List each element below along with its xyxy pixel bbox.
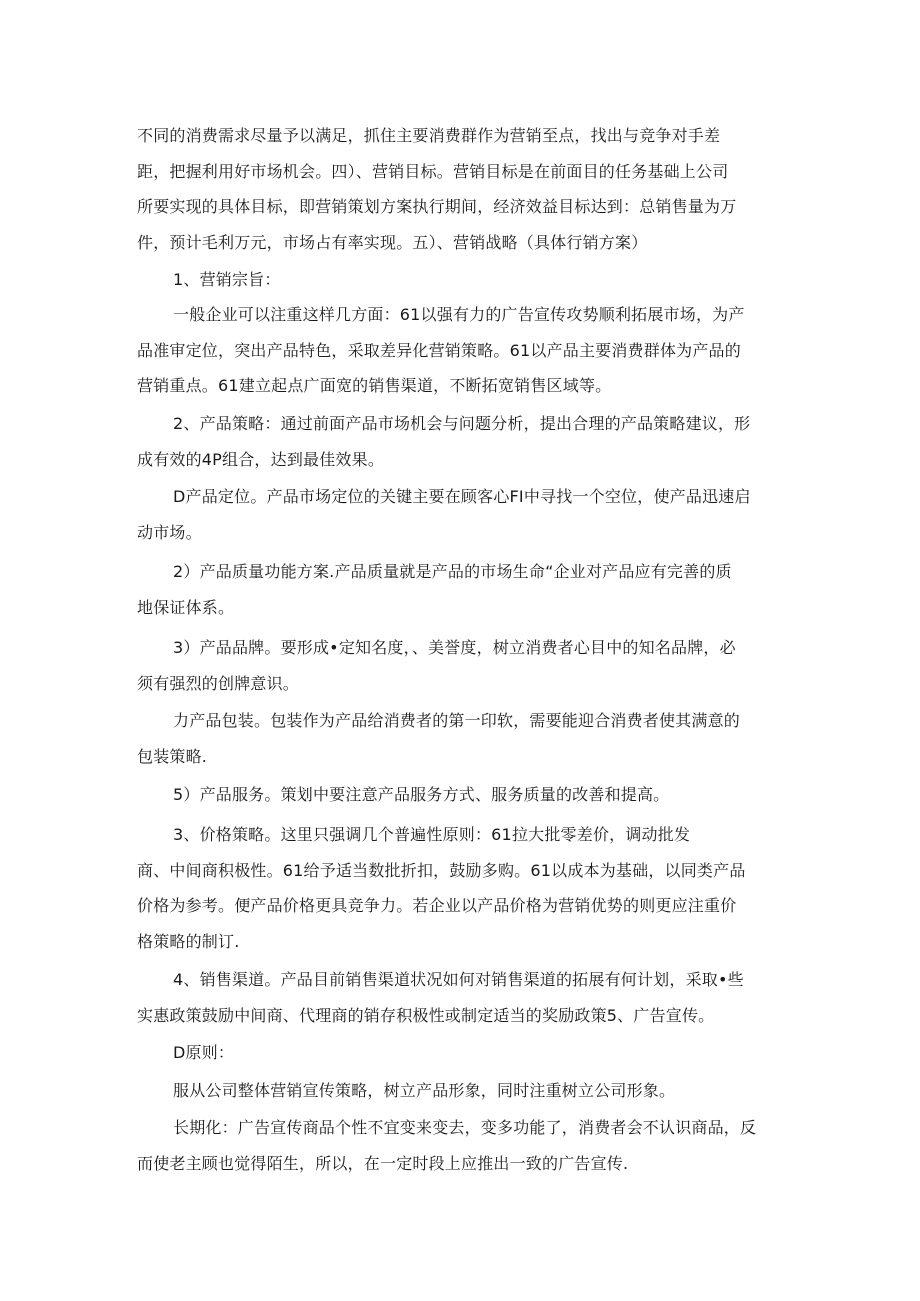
- text-line: 地保证体系。: [137, 597, 235, 617]
- text-line: 1、营销宗旨：: [173, 270, 281, 289]
- paragraph-long-term: [137, 1110, 787, 1181]
- text-line: 实惠政策鼓励中间商、代理商的销存积极性或制定适当的奖励政策5、广告宣传。: [137, 1005, 715, 1025]
- text-line: 3、价格策略。这里只强调几个普遍性原则：61拉大批零差价，调动批发: [173, 825, 691, 844]
- text-line: 5）产品服务。策划中要注意产品服务方式、服务质量的改善和提高。: [173, 785, 670, 804]
- paragraph-product-service: [137, 777, 787, 813]
- text-line: 3）产品品牌。要形成•定知名度，、美誉度，树立消费者心目中的知名品牌，必: [173, 638, 736, 657]
- paragraph-marketing-purpose: [137, 297, 787, 404]
- paragraph-product-brand: [137, 630, 787, 701]
- text-line: 格策略的制订.: [137, 931, 240, 951]
- paragraph-product-packaging: [137, 703, 787, 774]
- text-line: 不同的消费需求尽量予以满足，抓住主要消费群作为营销至点，找出与竞争对手差: [137, 126, 721, 145]
- heading-principle: [137, 1035, 787, 1071]
- text-line: 而使老主顾也觉得陌生，所以，在一定时段上应推出一致的广告宣传.: [137, 1153, 629, 1173]
- text-line: 距，把握利用好市场机会。四）、营销目标。营销目标是在前面目的任务基础上公司: [137, 161, 729, 181]
- text-line: 长期化：广告宣传商品个性不宜变来变去，变多功能了，消费者会不认识商品，反: [173, 1118, 757, 1137]
- paragraph-principle: [137, 1073, 787, 1109]
- text-line: 品准审定位，突出产品特色，采取差异化营销策略。61以产品主要消费群体为产品的: [137, 340, 741, 360]
- text-line: 2、产品策略：通过前面产品市场机会与问题分析，提出合理的产品策略建议，形: [173, 414, 751, 433]
- text-line: 商、中间商积极性。61给予适当数批折扣，鼓励多购。61以成本为基础，以同类产品: [137, 860, 746, 880]
- paragraph-price-strategy: [137, 817, 787, 959]
- heading-marketing-purpose: [137, 262, 787, 298]
- text-line: 动市场。: [137, 522, 202, 542]
- paragraph-product-positioning: [137, 479, 787, 550]
- text-line: 须有强烈的创牌意识。: [137, 673, 300, 693]
- text-line: D产品定位。产品市场定位的关键主要在顾客心FI中寻找一个空位，使产品迅速启: [173, 487, 751, 506]
- text-line: 一般企业可以注重这样几方面：61以强有力的广告宣传攻势顺利拓展市场，为产: [173, 305, 745, 324]
- paragraph-product-quality: [137, 554, 787, 625]
- text-line: D原则：: [173, 1043, 235, 1062]
- paragraph-sales-channel: [137, 962, 787, 1033]
- text-line: 包装策略.: [137, 746, 208, 766]
- text-line: 4、销售渠道。产品目前销售渠道状况如何对销售渠道的拓展有何计划，采取•些: [173, 970, 744, 989]
- paragraph-product-strategy: [137, 406, 787, 477]
- text-line: 服从公司整体营销宣传策略，树立产品形象，同时注重树立公司形象。: [173, 1081, 676, 1100]
- text-line: 件，预计毛利万元，市场占有率实现。五）、营销战略（具体行销方案）: [137, 232, 648, 252]
- text-line: 价格为参考。便产品价格更具竞争力。若企业以产品价格为营销优势的则更应注重价: [137, 896, 737, 915]
- paragraph-marketing-goal-strategy: [137, 118, 787, 260]
- text-line: 2）产品质量功能方案.产品质量就是产品的市场生命“企业对产品应有完善的质: [173, 562, 732, 581]
- text-line: 营销重点。61建立起点广面宽的销售渠道，不断拓宽销售区域等。: [137, 376, 612, 395]
- text-line: 力产品包装。包装作为产品给消费者的第一印软，需要能迎合消费者使其满意的: [173, 711, 741, 730]
- text-line: 所要实现的具体目标，即营销策划方案执行期间，经济效益目标达到：总销售量为万: [137, 197, 737, 216]
- text-line: 成有效的4P组合，达到最佳效果。: [137, 449, 385, 469]
